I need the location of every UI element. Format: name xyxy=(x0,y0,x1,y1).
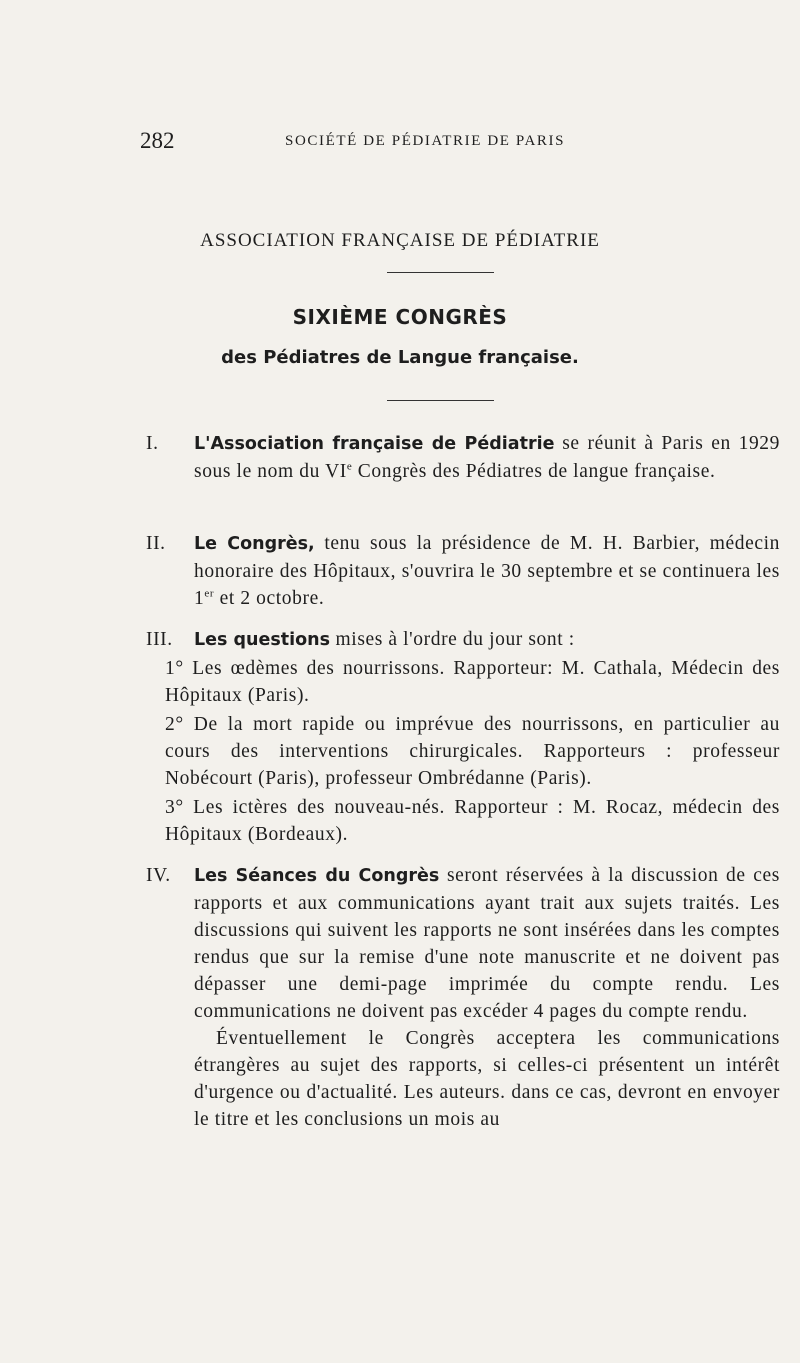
congress-title: SIXIÈME CONGRÈS xyxy=(292,305,508,329)
section-body: et 2 octobre. xyxy=(214,588,325,609)
section-number: III. xyxy=(146,629,173,650)
section-body: mises à l'ordre du jour sont : xyxy=(330,629,575,650)
section-paragraph: Éventuellement le Congrès acceptera les communications étrangères au sujet des rapports, si celles-ci présentent un intérêt d'urgence ou d'actualité. Les auteurs. dans ce cas, devront en envoyer le titre et les conclusions un mois au xyxy=(194,1028,780,1130)
section-4 xyxy=(140,862,780,1133)
section-3 xyxy=(140,626,780,654)
section-lead: Le Congrès, xyxy=(194,534,315,554)
section-text xyxy=(194,430,780,485)
running-head xyxy=(140,128,660,158)
section-body: seront réservées à la discussion de ces rapports et aux communications ayant trait aux sujets traités. Les discussions qui suivent les rapports ne sont insérées dans les comptes rendus que sur la remise d'une note manuscrite et ne doivent pas dépasser une demi-page imprimée du compte rendu. Les communications ne doivent pas excéder 4 pages du compte rendu. xyxy=(194,865,780,1022)
section-body: Congrès des Pédiatres de langue française. xyxy=(352,461,716,482)
section-body: se réunit à Paris en 1929 sous le nom du VI xyxy=(194,433,780,482)
association-title: ASSOCIATION FRANÇAISE DE PÉDIATRIE xyxy=(200,230,600,251)
page-number: 282 xyxy=(140,128,175,153)
superscript: e xyxy=(346,460,353,473)
section-1 xyxy=(140,430,780,485)
divider-rule xyxy=(387,272,494,273)
section-body: tenu sous la présidence de M. H. Barbier, médecin honoraire des Hôpitaux, s'ouvrira le 30 septembre et se continuera les 1 xyxy=(194,533,780,609)
section-2 xyxy=(140,530,780,612)
superscript: er xyxy=(204,587,215,600)
section-number: II. xyxy=(146,533,166,554)
section-lead: Les Séances du Congrès xyxy=(194,866,440,886)
section-text xyxy=(194,626,780,654)
congress-subtitle: des Pédiatres de Langue française. xyxy=(221,347,579,368)
section-number: IV. xyxy=(146,865,171,886)
section-lead: L'Association française de Pédiatrie xyxy=(194,434,555,454)
section-text xyxy=(194,862,780,1133)
question-1: 1° Les œdèmes des nourrissons. Rapporteur: M. Cathala, Médecin des Hôpitaux (Paris). xyxy=(165,658,780,706)
section-lead: Les questions xyxy=(194,630,331,650)
question-2: 2° De la mort rapide ou imprévue des nourrissons, en particulier au cours des interventions chirurgicales. Rapporteurs : professeur Nobécourt (Paris), professeur Ombrédanne (Paris). xyxy=(165,714,780,789)
section-text xyxy=(194,530,780,612)
question-3: 3° Les ictères des nouveau-nés. Rapporteur : M. Rocaz, médecin des Hôpitaux (Bordeaux). xyxy=(165,797,780,845)
divider-rule xyxy=(387,400,494,401)
section-number: I. xyxy=(146,433,159,454)
running-title: SOCIÉTÉ DE PÉDIATRIE DE PARIS xyxy=(285,133,566,149)
